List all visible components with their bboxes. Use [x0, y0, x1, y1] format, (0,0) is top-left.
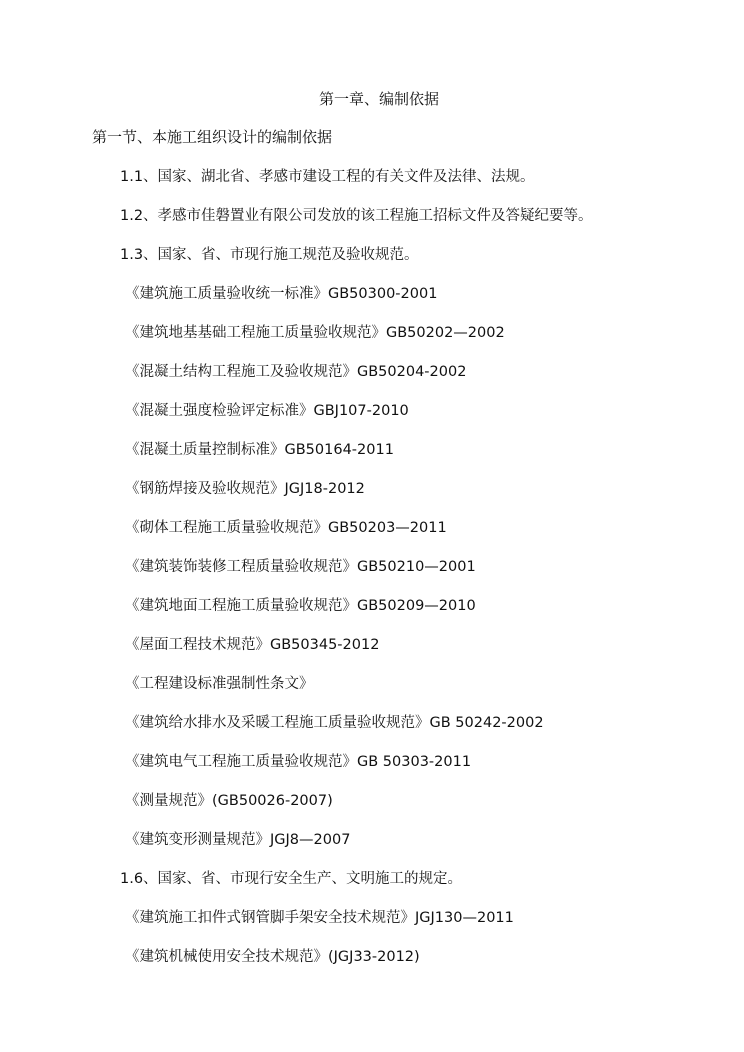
standard-item: 《钢筋焊接及验收规范》JGJ18-2012	[125, 481, 365, 497]
clause-item: 1.2、孝感市佳磐置业有限公司发放的该工程施工招标文件及答疑纪要等。	[120, 208, 593, 224]
standard-item: 《工程建设标准强制性条文》	[125, 676, 314, 692]
standard-item: 《混凝土强度检验评定标准》GBJ107-2010	[125, 403, 409, 419]
standard-item: 《测量规范》(GB50026-2007)	[125, 793, 333, 809]
basis-list	[0, 166, 744, 985]
standard-item: 《砌体工程施工质量验收规范》GB50203—2011	[125, 520, 447, 536]
standard-item: 《建筑装饰装修工程质量验收规范》GB50210—2001	[125, 559, 476, 575]
standard-item: 《建筑地面工程施工质量验收规范》GB50209—2010	[125, 598, 476, 614]
standard-item: 《屋面工程技术规范》GB50345-2012	[125, 637, 380, 653]
standard-item: 《建筑电气工程施工质量验收规范》GB 50303-2011	[125, 754, 472, 770]
standard-item: 《建筑给水排水及采暖工程施工质量验收规范》GB 50242-2002	[125, 715, 544, 731]
clause-item: 1.1、国家、湖北省、孝感市建设工程的有关文件及法律、法规。	[120, 169, 535, 185]
clause-item: 1.6、国家、省、市现行安全生产、文明施工的规定。	[120, 871, 463, 887]
chapter-title: 第一章、编制依据	[318, 90, 439, 108]
section-title: 第一节、本施工组织设计的编制依据	[92, 128, 333, 146]
standard-item: 《建筑地基基础工程施工质量验收规范》GB50202—2002	[125, 325, 505, 341]
clause-item: 1.3、国家、省、市现行施工规范及验收规范。	[120, 247, 419, 263]
standard-item: 《建筑施工质量验收统一标准》GB50300-2001	[125, 286, 438, 302]
standard-item: 《混凝土质量控制标准》GB50164-2011	[125, 442, 394, 458]
standard-item: 《建筑变形测量规范》JGJ8—2007	[125, 832, 351, 848]
standard-item: 《混凝土结构工程施工及验收规范》GB50204-2002	[125, 364, 467, 380]
standard-item: 《建筑施工扣件式钢管脚手架安全技术规范》JGJ130—2011	[125, 910, 514, 926]
standard-item: 《建筑机械使用安全技术规范》(JGJ33-2012)	[125, 949, 420, 965]
